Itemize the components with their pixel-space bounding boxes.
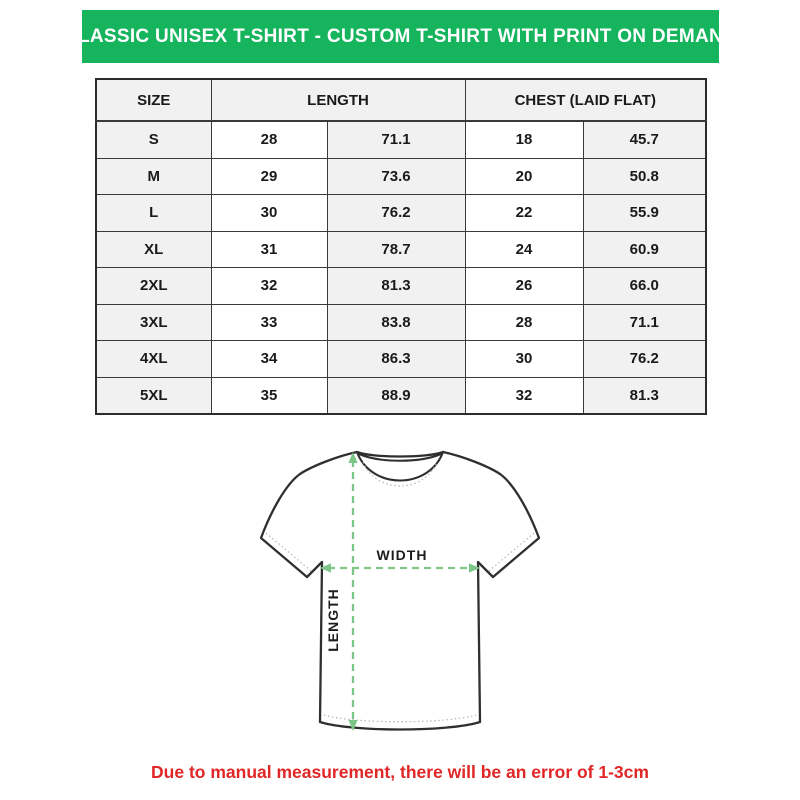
cell-size: M: [96, 158, 211, 195]
tshirt-measurement-diagram: [250, 443, 550, 748]
cell-length_in: 33: [211, 304, 327, 341]
size-table-header: [96, 79, 706, 121]
cell-length_in: 28: [211, 121, 327, 158]
cell-size: 5XL: [96, 377, 211, 414]
table-row: [96, 231, 706, 268]
table-row: [96, 268, 706, 305]
cell-length_cm: 76.2: [327, 195, 465, 232]
tshirt-outline: [261, 452, 539, 730]
cell-length_cm: 88.9: [327, 377, 465, 414]
page-title: CLASSIC UNISEX T-SHIRT - CUSTOM T-SHIRT WITH PRINT ON DEMAND: [63, 25, 738, 47]
cell-chest_in: 22: [465, 195, 583, 232]
cell-length_in: 30: [211, 195, 327, 232]
cell-chest_cm: 76.2: [583, 341, 706, 378]
cell-chest_in: 18: [465, 121, 583, 158]
cell-chest_in: 30: [465, 341, 583, 378]
title-banner: [63, 10, 738, 63]
cell-chest_cm: 66.0: [583, 268, 706, 305]
cell-size: 4XL: [96, 341, 211, 378]
cell-length_cm: 71.1: [327, 121, 465, 158]
header-length: LENGTH: [211, 79, 465, 121]
cell-chest_in: 20: [465, 158, 583, 195]
cell-length_cm: 78.7: [327, 231, 465, 268]
table-row: [96, 158, 706, 195]
measurement-error-note: Due to manual measurement, there will be an error of 1-3cm: [151, 762, 649, 782]
tshirt-diagram-svg: [250, 443, 550, 748]
width-label: WIDTH: [376, 547, 428, 563]
cell-chest_cm: 71.1: [583, 304, 706, 341]
cell-chest_cm: 81.3: [583, 377, 706, 414]
cell-chest_in: 24: [465, 231, 583, 268]
cell-size: 3XL: [96, 304, 211, 341]
cell-length_in: 34: [211, 341, 327, 378]
cell-size: 2XL: [96, 268, 211, 305]
cell-length_in: 35: [211, 377, 327, 414]
table-row: [96, 304, 706, 341]
cell-chest_in: 26: [465, 268, 583, 305]
cell-chest_cm: 55.9: [583, 195, 706, 232]
cell-size: S: [96, 121, 211, 158]
cell-chest_in: 32: [465, 377, 583, 414]
cell-size: XL: [96, 231, 211, 268]
length-label: LENGTH: [325, 588, 341, 652]
cell-chest_cm: 45.7: [583, 121, 706, 158]
table-row: [96, 377, 706, 414]
cell-chest_cm: 60.9: [583, 231, 706, 268]
cell-length_cm: 73.6: [327, 158, 465, 195]
size-table-body: [96, 121, 706, 414]
header-chest: CHEST (LAID FLAT): [465, 79, 706, 121]
table-row: [96, 195, 706, 232]
cell-length_in: 29: [211, 158, 327, 195]
cell-chest_in: 28: [465, 304, 583, 341]
cell-length_cm: 86.3: [327, 341, 465, 378]
table-row: [96, 341, 706, 378]
cell-length_in: 32: [211, 268, 327, 305]
cell-size: L: [96, 195, 211, 232]
cell-length_in: 31: [211, 231, 327, 268]
header-size: SIZE: [96, 79, 211, 121]
header-row: [96, 79, 706, 121]
cell-chest_cm: 50.8: [583, 158, 706, 195]
table-row: [96, 121, 706, 158]
cell-length_cm: 81.3: [327, 268, 465, 305]
size-chart-table: [95, 78, 707, 415]
cell-length_cm: 83.8: [327, 304, 465, 341]
